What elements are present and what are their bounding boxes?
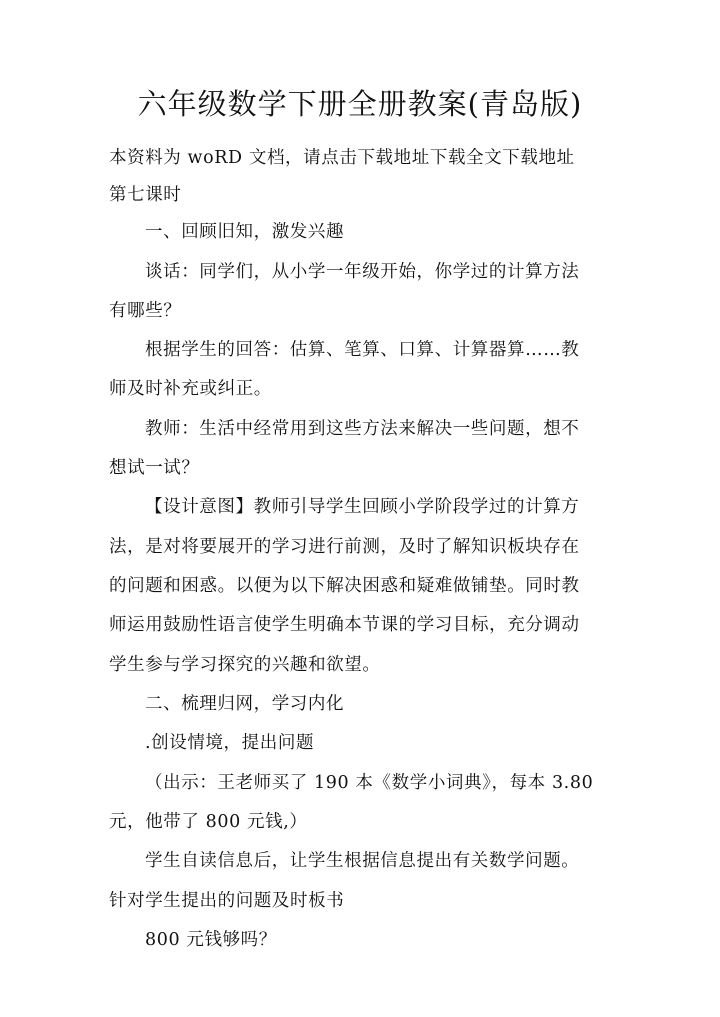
text-line: 元，他带了 800 元钱,） (109, 812, 308, 832)
text-line: 本资料为 woRD 文档，请点击下载地址下载全文下载地址 (109, 148, 575, 168)
text-line: 根据学生的回答：估算、笔算、口算、计算器算……教 (145, 340, 580, 360)
text-line: 法，是对将要展开的学习进行前测，及时了解知识板块存在 (109, 537, 580, 557)
text-line: 谈话：同学们，从小学一年级开始，你学过的计算方法 (145, 262, 580, 282)
text-line: 有哪些？ (109, 301, 182, 321)
text-line: （出示：王老师买了 190 本《数学小词典》，每本 3.80 (145, 773, 594, 793)
text-line: 想试一试？ (109, 458, 200, 478)
text-line: 学生参与学习探究的兴趣和欲望。 (109, 655, 381, 675)
text-line: 第七课时 (109, 185, 182, 205)
text-line: 针对学生提出的问题及时板书 (109, 891, 345, 911)
text-line: 教师：生活中经常用到这些方法来解决一些问题，想不 (145, 419, 580, 439)
text-line: 【设计意图】教师引导学生回顾小学阶段学过的计算方 (145, 497, 580, 517)
section-heading: 一、回顾旧知，激发兴趣 (145, 222, 345, 242)
text-line: 800 元钱够吗？ (145, 930, 277, 950)
text-line: 的问题和困惑。以便为以下解决困惑和疑难做铺垫。同时教 (109, 576, 580, 596)
text-line: 学生自读信息后，让学生根据信息提出有关数学问题。 (145, 851, 580, 871)
text-line: 师及时补充或纠正。 (109, 379, 272, 399)
text-line: 师运用鼓励性语言使学生明确本节课的学习目标，充分调动 (109, 615, 580, 635)
text-line: .创设情境，提出问题 (145, 733, 315, 753)
document-title: 六年级数学下册全册教案(青岛版) (137, 87, 583, 121)
section-heading: 二、梳理归网，学习内化 (145, 694, 345, 714)
